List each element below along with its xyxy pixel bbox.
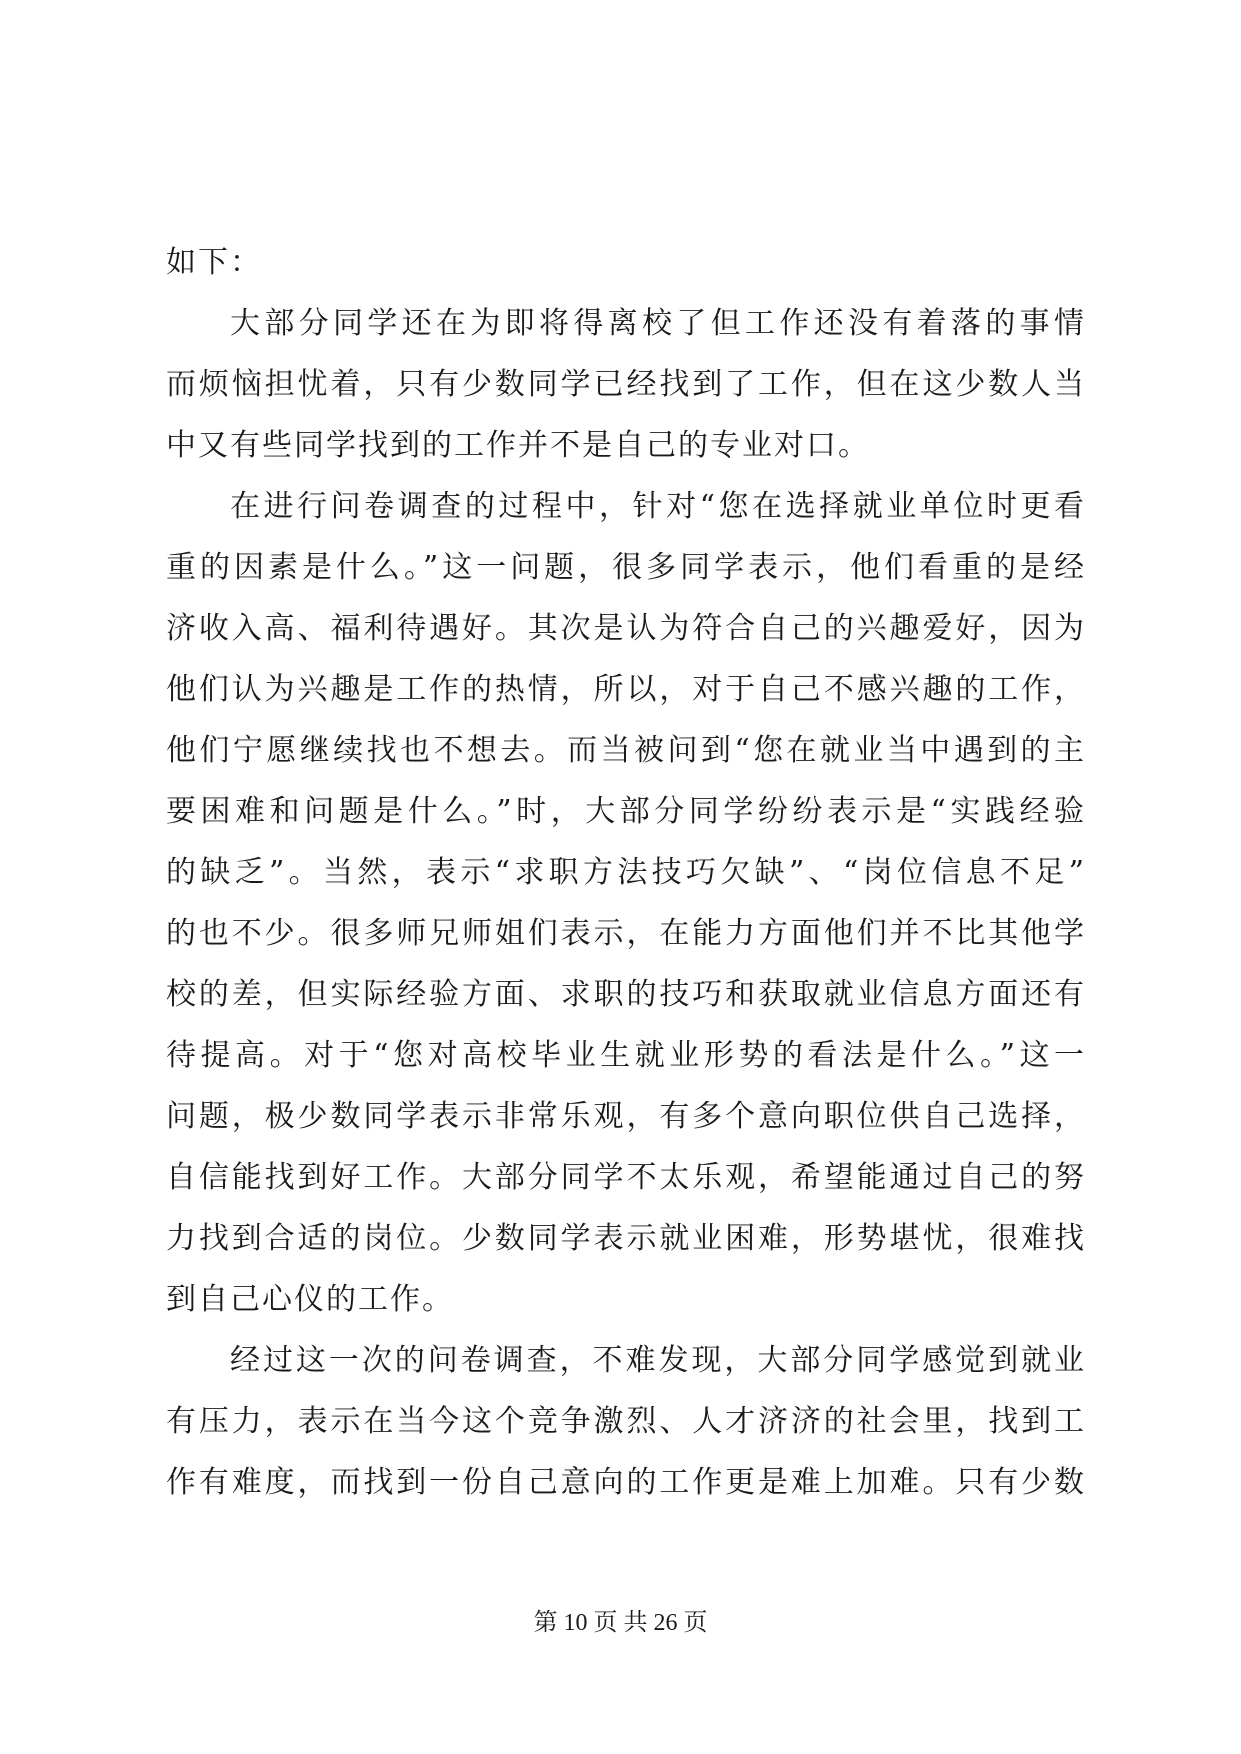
text-line: 中又有些同学找到的工作并不是自己的专业对口。 (166, 428, 870, 463)
text-line: 问题，极少数同学表示非常乐观，有多个意向职位供自己选择， (166, 1099, 1086, 1134)
text-line: 而烦恼担忧着，只有少数同学已经找到了工作，但在这少数人当 (166, 367, 1086, 402)
text-line: 经过这一次的问卷调查，不难发现，大部分同学感觉到就业 (230, 1343, 1086, 1378)
text-line: 大部分同学还在为即将得离校了但工作还没有着落的事情 (230, 306, 1086, 341)
text-line: 他们宁愿继续找也不想去。而当被问到“您在就业当中遇到的主 (166, 733, 1086, 768)
text-line: 他们认为兴趣是工作的热情，所以，对于自己不感兴趣的工作， (166, 672, 1086, 707)
body-text (166, 232, 1086, 1513)
text-line: 待提高。对于“您对高校毕业生就业形势的看法是什么。”这一 (166, 1038, 1086, 1073)
text-line: 的也不少。很多师兄师姐们表示，在能力方面他们并不比其他学 (166, 916, 1086, 951)
text-line: 作有难度，而找到一份自己意向的工作更是难上加难。只有少数 (166, 1465, 1086, 1500)
text-line: 校的差，但实际经验方面、求职的技巧和获取就业信息方面还有 (166, 977, 1086, 1012)
text-line: 重的因素是什么。”这一问题，很多同学表示，他们看重的是经 (166, 550, 1086, 585)
text-line: 到自己心仪的工作。 (166, 1282, 454, 1317)
text-line: 在进行问卷调查的过程中，针对“您在选择就业单位时更看 (230, 489, 1086, 524)
text-line: 有压力，表示在当今这个竞争激烈、人才济济的社会里，找到工 (166, 1404, 1086, 1439)
text-line: 要困难和问题是什么。”时，大部分同学纷纷表示是“实践经验 (166, 794, 1086, 829)
text-line: 济收入高、福利待遇好。其次是认为符合自己的兴趣爱好，因为 (166, 611, 1086, 646)
text-line: 力找到合适的岗位。少数同学表示就业困难，形势堪忧，很难找 (166, 1221, 1086, 1256)
page-number-footer: 第 10 页 共 26 页 (533, 1610, 708, 1636)
text-line: 自信能找到好工作。大部分同学不太乐观，希望能通过自己的努 (166, 1160, 1086, 1195)
text-line: 如下： (166, 245, 262, 280)
text-line: 的缺乏”。当然，表示“求职方法技巧欠缺”、“岗位信息不足” (166, 855, 1086, 890)
